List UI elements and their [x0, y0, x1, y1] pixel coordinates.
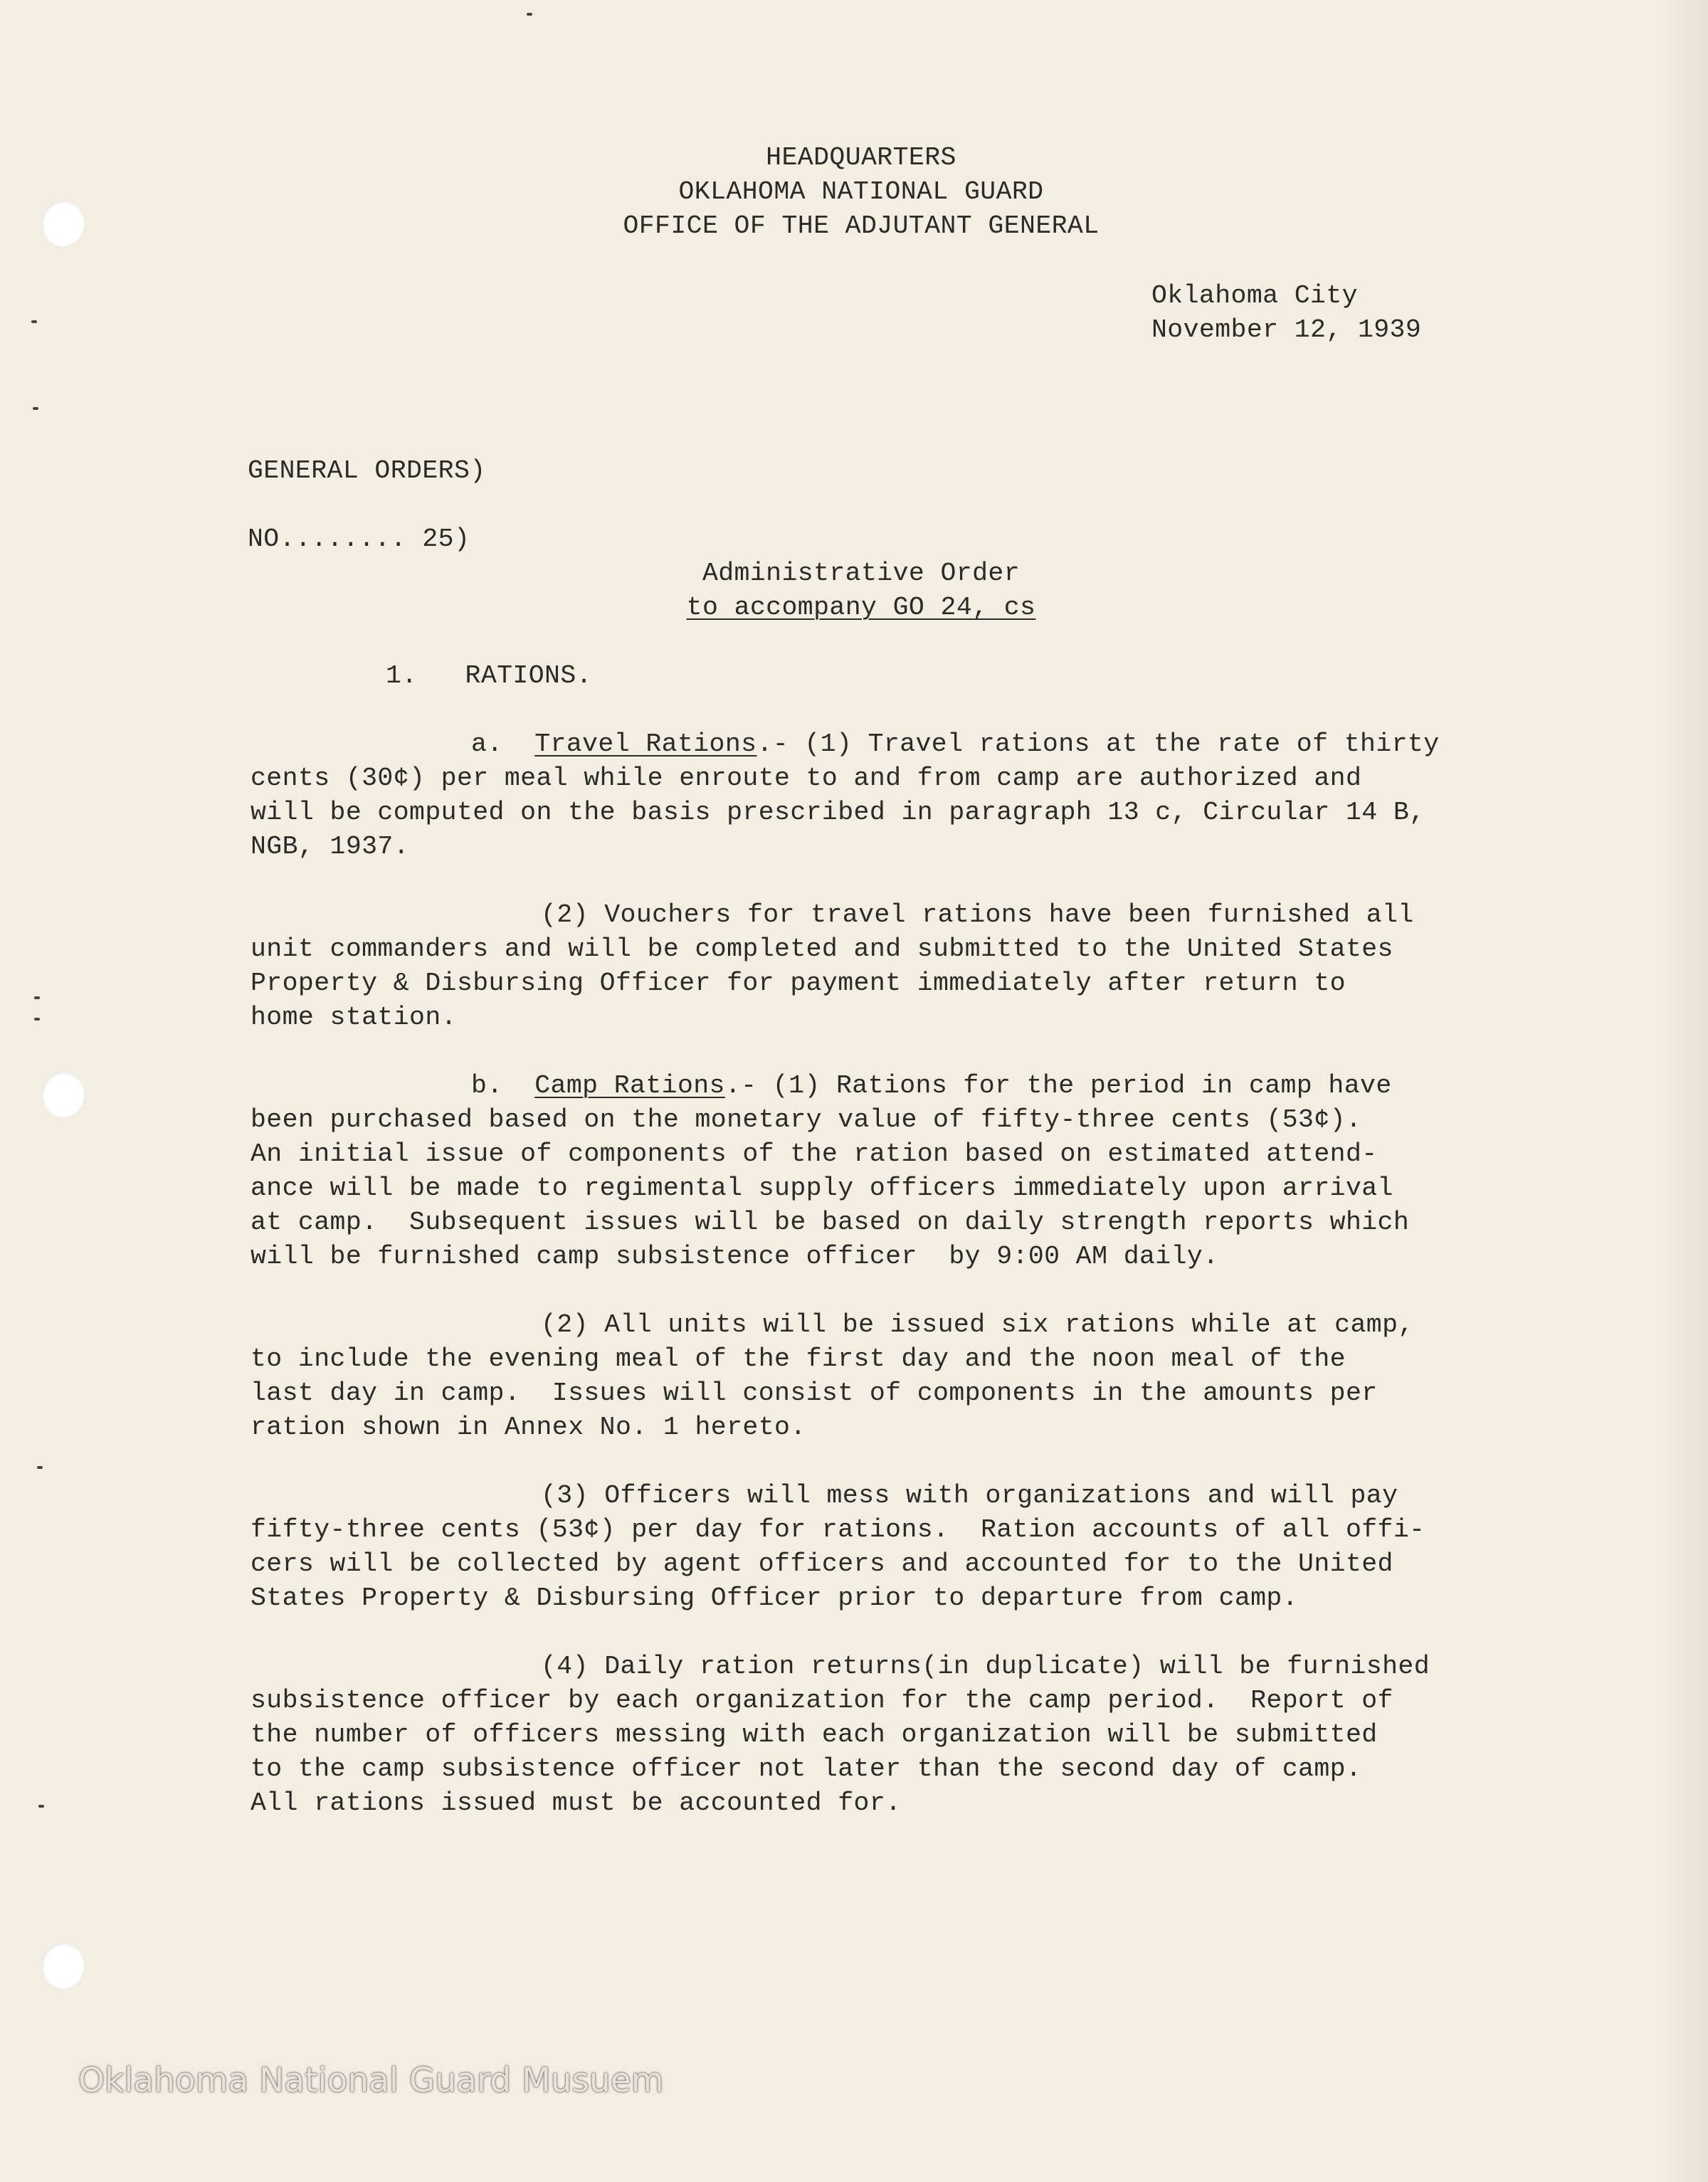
- order-title-line-2: to accompany GO 24, cs: [686, 593, 1036, 622]
- margin-speck: [37, 1466, 43, 1469]
- para-b4-line: the number of officers messing with each organization will be submitted: [251, 1720, 1378, 1749]
- punch-hole-top: [41, 201, 84, 246]
- para-a-line: NGB, 1937.: [251, 832, 410, 861]
- para-b2-line: last day in camp. Issues will consist of components in the amounts per: [251, 1379, 1378, 1408]
- letterhead-line-2: OKLAHOMA NATIONAL GUARD: [678, 177, 1044, 206]
- para-b-first-text: .- (1) Rations for the period in camp have: [724, 1071, 1392, 1100]
- order-title-line-1: Administrative Order: [702, 559, 1021, 588]
- punch-hole-bottom: [41, 1943, 84, 1988]
- para-a-heading: Travel Rations: [534, 729, 757, 759]
- letterhead-line-3: OFFICE OF THE ADJUTANT GENERAL: [623, 211, 1100, 241]
- para-b3-first-line: (3) Officers will mess with organizations and will pay: [541, 1481, 1398, 1510]
- section-heading-rations: 1. RATIONS.: [386, 661, 592, 690]
- document-date: November 12, 1939: [1151, 315, 1422, 344]
- para-a-first-line: [471, 727, 1440, 761]
- para-b-line: will be furnished camp subsistence officer by 9:00 AM daily.: [251, 1242, 1219, 1271]
- para-b3-line: fifty-three cents (53¢) per day for rations. Ration accounts of all offi-: [251, 1515, 1425, 1544]
- punch-hole-middle: [41, 1072, 84, 1117]
- para-b-line: ance will be made to regimental supply officers immediately upon arrival: [251, 1174, 1393, 1203]
- margin-speck: [34, 1018, 40, 1021]
- para-b2-line: to include the evening meal of the first day and the noon meal of the: [251, 1344, 1346, 1374]
- order-number: NO........ 25): [248, 525, 470, 554]
- para-a-line: cents (30¢) per meal while enroute to and from camp are authorized and: [251, 764, 1362, 793]
- margin-speck: [33, 407, 38, 410]
- museum-watermark: Oklahoma National Guard Musuem: [78, 2061, 664, 2100]
- para-a2-line: unit commanders and will be completed and submitted to the United States: [251, 934, 1393, 964]
- para-b-line: An initial issue of components of the ration based on estimated attend-: [251, 1139, 1378, 1169]
- para-b4-line: All rations issued must be accounted for.: [251, 1788, 902, 1818]
- para-b3-line: cers will be collected by agent officers and accounted for to the United: [251, 1549, 1393, 1578]
- para-b4-first-line: (4) Daily ration returns(in duplicate) will be furnished: [541, 1652, 1430, 1681]
- para-b4-line: to the camp subsistence officer not later than the second day of camp.: [251, 1754, 1362, 1783]
- para-b-first-line: [471, 1069, 1392, 1103]
- margin-speck: [31, 320, 37, 323]
- letterhead-line-1: HEADQUARTERS: [766, 143, 956, 172]
- para-a2-line: Property & Disbursing Officer for payment immediately after return to: [251, 969, 1346, 998]
- general-orders-label: GENERAL ORDERS): [248, 456, 486, 485]
- page-edge-shadow: [1658, 0, 1708, 2182]
- para-b-marker: b.: [471, 1071, 503, 1100]
- para-a-line: will be computed on the basis prescribed in paragraph 13 c, Circular 14 B,: [251, 798, 1425, 827]
- margin-speck: [38, 1805, 44, 1808]
- margin-speck: [527, 13, 532, 16]
- para-b2-line: ration shown in Annex No. 1 hereto.: [251, 1413, 806, 1442]
- para-a2-first-line: (2) Vouchers for travel rations have been furnished all: [541, 900, 1414, 929]
- para-b-line: been purchased based on the monetary value of fifty-three cents (53¢).: [251, 1105, 1362, 1134]
- para-b3-line: States Property & Disbursing Officer prior to departure from camp.: [251, 1583, 1299, 1613]
- para-b-line: at camp. Subsequent issues will be based on daily strength reports which: [251, 1208, 1410, 1237]
- para-b2-first-line: (2) All units will be issued six rations while at camp,: [541, 1310, 1414, 1339]
- place-city: Oklahoma City: [1151, 281, 1358, 310]
- para-a-marker: a.: [471, 729, 503, 759]
- para-b-heading: Camp Rations: [534, 1071, 725, 1100]
- margin-speck: [34, 996, 40, 999]
- para-b4-line: subsistence officer by each organization for the camp period. Report of: [251, 1686, 1393, 1715]
- para-a2-line: home station.: [251, 1003, 457, 1032]
- para-a-first-text: .- (1) Travel rations at the rate of thirty: [757, 729, 1440, 759]
